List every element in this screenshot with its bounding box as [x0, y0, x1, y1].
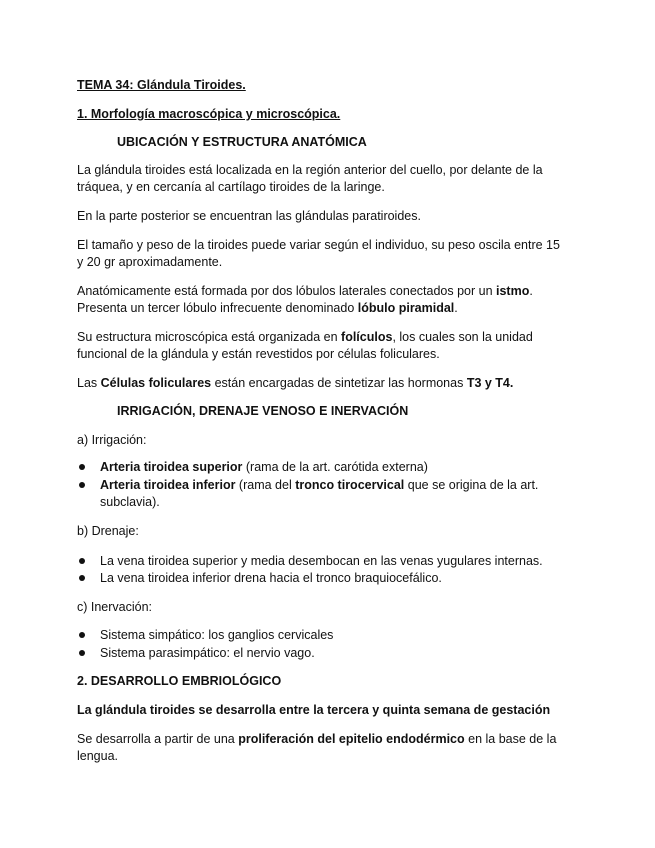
paragraph-line: funcional de la glándula y están revestidos por células foliculares. [77, 347, 440, 361]
paragraph-line [77, 329, 533, 346]
list-label: a) Irrigación: [77, 433, 147, 447]
paragraph-line: El tamaño y peso de la tiroides puede variar según el individuo, su peso oscila entre 15 [77, 238, 560, 252]
lead-paragraph: La glándula tiroides se desarrolla entre la tercera y quinta semana de gestación [77, 703, 551, 717]
list-label: b) Drenaje: [77, 524, 139, 538]
document-title: TEMA 34: Glándula Tiroides. [77, 78, 246, 92]
bold-term: Arteria tiroidea inferior [100, 478, 236, 492]
list-item: Sistema parasimpático: el nervio vago. [100, 646, 315, 660]
bold-term: Células foliculares [100, 376, 212, 390]
bullet-icon [79, 482, 85, 488]
bold-term: folículos [341, 330, 393, 344]
text-run: Su estructura microscópica está organizada en [77, 330, 342, 344]
paragraph-line [77, 283, 533, 300]
list-item: La vena tiroidea superior y media desembocan en las venas yugulares internas. [100, 554, 543, 568]
text-run: . [454, 301, 458, 315]
bold-term: proliferación del epitelio endodérmico [238, 732, 465, 746]
paragraph-line [77, 300, 458, 317]
paragraph-line: y 20 gr aproximadamente. [77, 255, 223, 269]
text-run: (rama del [235, 478, 296, 492]
text-run: . [529, 284, 533, 298]
paragraph-line: En la parte posterior se encuentran las glándulas paratiroides. [77, 209, 421, 223]
bullet-icon [79, 650, 85, 656]
text-run: (rama de la art. carótida externa) [242, 460, 428, 474]
text-run: , los cuales son la unidad [392, 330, 533, 344]
paragraph-line [77, 731, 556, 748]
list-item: Sistema simpático: los ganglios cervicales [100, 628, 334, 642]
text-run: Las [77, 376, 101, 390]
text-run: Se desarrolla a partir de una [77, 732, 239, 746]
bullet-icon [79, 558, 85, 564]
list-item: La vena tiroidea inferior drena hacia el tronco braquiocefálico. [100, 571, 442, 585]
paragraph-line [77, 375, 513, 392]
bullet-icon [79, 632, 85, 638]
list-item-continuation: subclavia). [100, 495, 160, 509]
subheading-ubicacion: UBICACIÓN Y ESTRUCTURA ANATÓMICA [117, 135, 367, 149]
paragraph-line: lengua. [77, 749, 119, 763]
text-run: Anatómicamente está formada por dos lóbulos laterales conectados por un [77, 284, 496, 298]
text-run: Presenta un tercer lóbulo infrecuente denominado [77, 301, 358, 315]
bold-term: istmo [496, 284, 530, 298]
text-run: que se origina de la art. [404, 478, 539, 492]
bold-term: Arteria tiroidea superior [100, 460, 243, 474]
list-label: c) Inervación: [77, 600, 153, 614]
paragraph-line: tráquea, y en cercanía al cartílago tiroides de la laringe. [77, 180, 385, 194]
bullet-icon [79, 575, 85, 581]
bullet-icon [79, 464, 85, 470]
text-run: en la base de la [464, 732, 557, 746]
section2-heading: 2. DESARROLLO EMBRIOLÓGICO [77, 674, 282, 688]
bold-term: T3 y T4. [466, 376, 514, 390]
bold-term: tronco tirocervical [295, 478, 405, 492]
subheading-irrigacion: IRRIGACIÓN, DRENAJE VENOSO E INERVACIÓN [117, 404, 409, 418]
paragraph-line: La glándula tiroides está localizada en la región anterior del cuello, por delante de la [77, 163, 543, 177]
bold-term: lóbulo piramidal [357, 301, 455, 315]
section1-heading: 1. Morfología macroscópica y microscópica. [77, 107, 341, 121]
list-item [100, 459, 428, 476]
text-run: están encargadas de sintetizar las hormonas [211, 376, 467, 390]
list-item [100, 477, 538, 494]
